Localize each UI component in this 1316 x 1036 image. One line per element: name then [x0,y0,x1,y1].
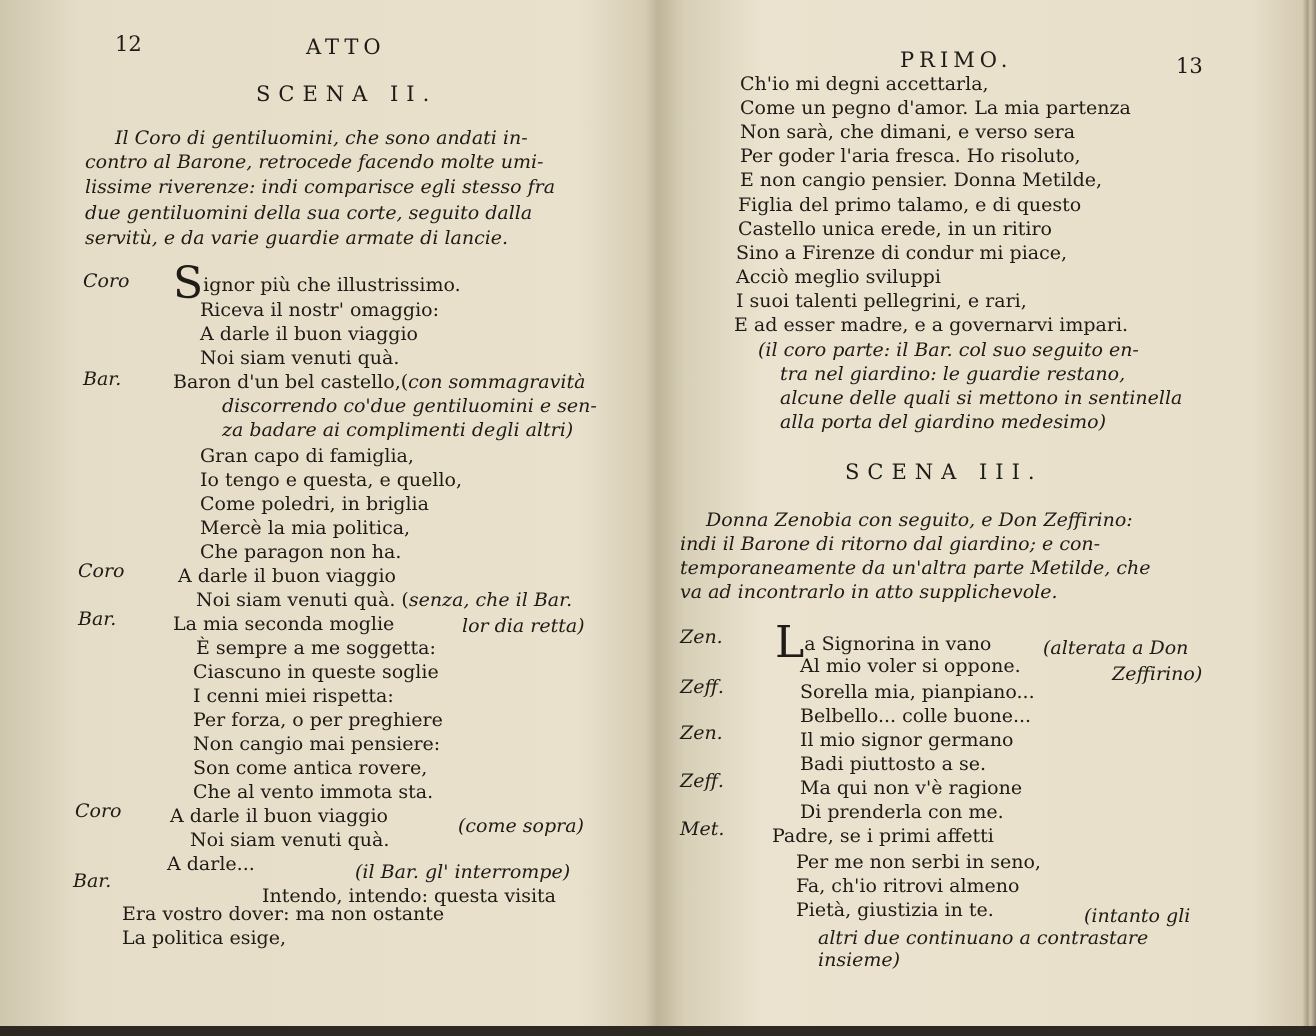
stage-direction-line: (alterata a Don [1043,637,1189,659]
speaker-label: Zeff. [680,770,724,792]
verse-line: Era vostro dover: ma non ostante [122,903,445,925]
verse-line: Non sarà, che dimani, e verso sera [740,121,1076,143]
verse-line: Per me non serbi in seno, [796,851,1041,873]
verse-line: Noi siam venuti quà. [200,347,400,369]
verse-line: Sorella mia, pianpiano... [800,681,1035,703]
speaker-label: Coro [75,800,122,822]
speaker-label: Zen. [680,722,723,744]
verse-line: Noi siam venuti quà. [190,829,390,851]
verse-line: Riceva il nostr' omaggio: [200,299,439,321]
verse-line: Il mio signor germano [800,729,1014,751]
verse-line: Badi piuttosto a se. [800,753,987,775]
verse-line: Come un pegno d'amor. La mia partenza [740,97,1131,119]
verse-line: Che paragon non ha. [200,541,402,563]
verse-line: Padre, se i primi affetti [772,825,994,847]
stage-direction-line: insieme) [818,949,901,971]
drop-cap: S [173,258,204,309]
stage-direction-line: discorrendo co'due gentiluomini e sen- [222,395,597,417]
verse-line: Che al vento immota sta. [193,781,434,803]
verse-line: La politica esige, [122,927,286,949]
verse-line: Baron d'un bel castello,(con sommagravità [173,371,586,393]
verse-line: Signor più che illustrissimo. [173,258,461,309]
verse-line: I cenni miei rispetta: [193,685,394,707]
stage-direction-line: Il Coro di gentiluomini, che sono andati in- [115,127,528,149]
speaker-label: Bar. [78,608,117,630]
verse-line: È sempre a me soggetta: [196,637,436,659]
verse-line: La mia seconda moglie [173,613,395,635]
verse-line: E non cangio pensier. Donna Metilde, [740,169,1103,191]
verse-line: Ma qui non v'è ragione [800,777,1023,799]
verse-line: A darle il buon viaggio [200,323,418,345]
stage-direction-line: tra nel giardino: le guardie restano, [780,363,1126,385]
page-number: 13 [1176,54,1203,78]
left-page [0,0,640,1026]
verse-line: Ch'io mi degni accettarla, [740,73,989,95]
stage-direction-line: temporaneamente da un'altra parte Metilde, che [680,557,1151,579]
verse-line: Pietà, giustizia in te. [796,899,994,921]
verse-line: Io tengo e questa, e quello, [200,469,463,491]
verse-line: Fa, ch'io ritrovi almeno [796,875,1020,897]
verse-line: Gran capo di famiglia, [200,445,414,467]
speaker-label: Met. [680,818,725,840]
scene-title: SCENA II. [256,82,438,106]
verse-line: Acciò meglio sviluppi [736,266,941,288]
verse-line: Non cangio mai pensiere: [193,733,441,755]
verse-line: E ad esser madre, e a governarvi impari. [734,314,1129,336]
verse-line: Intendo, intendo: questa visita [262,885,557,907]
speaker-label: Zen. [680,626,723,648]
stage-direction-line: va ad incontrarlo in atto supplichevole. [680,581,1058,603]
speaker-label: Bar. [73,870,112,892]
stage-direction-line: (il coro parte: il Bar. col suo seguito en- [758,339,1139,361]
verse-line: Per goder l'aria fresca. Ho risoluto, [740,145,1081,167]
stage-direction-line: lor dia retta) [462,615,585,637]
verse-line: Figlia del primo talamo, e di questo [738,194,1082,216]
verse-line: Noi siam venuti quà. (senza, che il Bar. [196,589,573,611]
right-page [660,0,1300,1026]
stage-direction-line: Donna Zenobia con seguito, e Don Zeffirino: [706,509,1133,531]
stage-direction-line: za badare ai complimenti degli altri) [222,419,574,441]
stage-direction-line: (intanto gli [1084,905,1191,927]
verse-line: Son come antica rovere, [193,757,428,779]
drop-cap: L [775,617,805,668]
stage-direction-line: Zeffirino) [1112,663,1203,685]
page-number: 12 [115,32,142,56]
verse-line: Ciascuno in queste soglie [193,661,439,683]
stage-direction-line: (come sopra) [458,815,584,837]
stage-direction-line: alcune delle quali si mettono in sentinella [780,387,1183,409]
stage-direction-line: indi il Barone di ritorno dal giardino; e con- [680,533,1101,555]
stage-direction-line: alla porta del giardino medesimo) [780,411,1107,433]
verse-line: I suoi talenti pellegrini, e rari, [736,290,1027,312]
verse-line: Castello unica erede, in un ritiro [738,218,1053,240]
verse-line: Al mio voler si oppone. [800,655,1021,677]
verse-line: Di prenderla con me. [800,801,1004,823]
page-edge [0,1026,1316,1036]
stage-direction-line: (il Bar. gl' interrompe) [355,861,571,883]
stage-direction-line: due gentiluomini della sua corte, seguito dalla [85,202,533,224]
verse-line: Mercè la mia politica, [200,517,411,539]
running-head: ATTO [306,35,386,59]
verse-line: A darle il buon viaggio [178,565,396,587]
running-head: PRIMO. [900,48,1013,72]
speaker-label: Coro [83,270,130,292]
stage-direction-line: lissime riverenze: indi comparisce egli stesso fra [85,176,556,198]
verse-line: Belbello... colle buone... [800,705,1032,727]
stage-direction-line: servitù, e da varie guardie armate di lancie. [85,227,509,249]
verse-line: Per forza, o per preghiere [193,709,443,731]
stage-direction-line: contro al Barone, retrocede facendo molte umi- [85,151,544,173]
verse-line: La Signorina in vano [775,617,992,668]
speaker-label: Bar. [83,368,122,390]
speaker-label: Coro [78,560,125,582]
verse-line: A darle il buon viaggio [170,805,388,827]
page-edge [1302,0,1316,1036]
verse-line: Come poledri, in briglia [200,493,429,515]
verse-line: Sino a Firenze di condur mi piace, [736,242,1068,264]
scene-title: SCENA III. [845,460,1043,484]
stage-direction-line: altri due continuano a contrastare [818,927,1149,949]
verse-line: A darle... [167,853,255,875]
speaker-label: Zeff. [680,676,724,698]
